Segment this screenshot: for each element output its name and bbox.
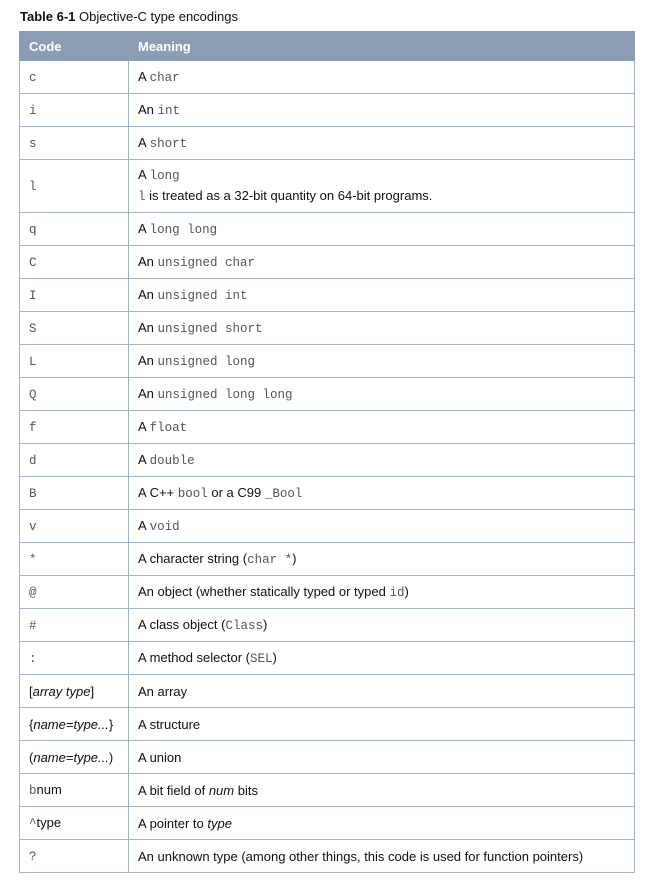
code-cell	[20, 576, 129, 609]
code-cell	[20, 279, 129, 312]
meaning-line	[138, 648, 634, 669]
code-literal: c	[29, 70, 37, 85]
type-encodings-table	[19, 31, 635, 873]
text-segment: An	[138, 253, 158, 269]
meaning-cell	[129, 708, 635, 741]
code-literal: v	[29, 519, 37, 534]
table-title: Objective-C type encodings	[79, 9, 238, 24]
text-segment: A structure	[138, 716, 201, 732]
table-row	[20, 708, 635, 741]
code-literal: int	[157, 103, 181, 118]
meaning-line	[138, 483, 634, 504]
text-segment: )	[108, 749, 114, 765]
code-cell	[20, 246, 129, 279]
text-segment: A	[138, 418, 150, 434]
table-row	[20, 94, 635, 127]
text-segment: A	[138, 68, 150, 84]
code-literal: *	[29, 552, 37, 567]
meaning-cell	[129, 160, 635, 213]
code-literal: _Bool	[264, 486, 303, 501]
table-row	[20, 246, 635, 279]
table-row	[20, 127, 635, 160]
table-row	[20, 807, 635, 840]
code-literal: Q	[29, 387, 37, 402]
text-segment: {	[29, 716, 34, 732]
text-segment: ]	[90, 683, 95, 699]
code-cell	[20, 807, 129, 840]
code-literal: @	[29, 585, 37, 600]
meaning-line	[138, 384, 634, 405]
code-literal: long long	[149, 222, 218, 237]
code-literal: B	[29, 486, 37, 501]
meaning-cell	[129, 127, 635, 160]
code-cell	[20, 61, 129, 94]
table-number: Table 6-1	[20, 9, 76, 24]
text-segment: A	[138, 220, 150, 236]
meaning-line	[138, 318, 634, 339]
text-segment: A character string (	[138, 550, 248, 566]
text-segment: An	[138, 101, 158, 117]
text-segment: (	[29, 749, 34, 765]
placeholder-term: name=type...	[33, 716, 109, 732]
code-cell	[20, 675, 129, 708]
meaning-line	[138, 847, 634, 866]
table-row	[20, 213, 635, 246]
code-literal: id	[389, 585, 405, 600]
meaning-line	[138, 781, 634, 800]
text-segment: )	[262, 616, 268, 632]
code-literal: S	[29, 321, 37, 336]
table-header-row	[20, 32, 635, 61]
table-row	[20, 741, 635, 774]
meaning-cell	[129, 378, 635, 411]
code-literal: L	[29, 354, 37, 369]
code-cell	[20, 741, 129, 774]
code-literal: C	[29, 255, 37, 270]
code-literal: ?	[29, 849, 37, 864]
code-cell	[20, 444, 129, 477]
meaning-cell	[129, 345, 635, 378]
code-cell	[20, 345, 129, 378]
table-row	[20, 576, 635, 609]
meaning-line	[138, 516, 634, 537]
table-row	[20, 444, 635, 477]
table-row	[20, 279, 635, 312]
placeholder-term: type...	[73, 749, 109, 765]
code-literal: #	[29, 618, 37, 633]
code-cell	[20, 708, 129, 741]
placeholder-term: array type	[32, 683, 91, 699]
text-segment: )	[404, 583, 409, 599]
code-cell	[20, 543, 129, 576]
text-segment: A bit field of	[138, 782, 209, 798]
code-cell	[20, 127, 129, 160]
code-literal: ^	[29, 816, 37, 831]
table-row	[20, 774, 635, 807]
code-literal: q	[29, 222, 37, 237]
text-segment: bits	[234, 782, 258, 798]
meaning-cell	[129, 94, 635, 127]
table-row	[20, 345, 635, 378]
column-header-code: Code	[20, 32, 129, 61]
meaning-cell	[129, 510, 635, 543]
code-literal: float	[149, 420, 188, 435]
code-literal: :	[29, 651, 37, 666]
code-literal: i	[29, 103, 37, 118]
code-literal: unsigned short	[157, 321, 263, 336]
meaning-line	[138, 715, 634, 734]
text-segment: A class object (	[138, 616, 226, 632]
text-segment: =	[65, 749, 74, 765]
column-header-meaning: Meaning	[129, 32, 635, 61]
text-segment: type	[36, 814, 62, 830]
code-literal: l	[138, 190, 146, 204]
table-row	[20, 840, 635, 873]
text-segment: An	[138, 352, 158, 368]
code-literal: Class	[225, 618, 263, 633]
meaning-line	[138, 417, 634, 438]
meaning-line	[138, 100, 634, 121]
code-cell	[20, 510, 129, 543]
text-segment: An	[138, 319, 158, 335]
code-literal: s	[29, 136, 37, 151]
text-segment: An object (whether statically typed or typed	[138, 583, 390, 599]
text-segment: A	[138, 167, 150, 182]
text-segment: A	[138, 451, 150, 467]
table-row	[20, 642, 635, 675]
text-segment: A pointer to	[138, 815, 208, 831]
code-cell	[20, 609, 129, 642]
text-segment: num	[36, 781, 62, 797]
text-segment: A C++	[138, 484, 178, 500]
table-row	[20, 378, 635, 411]
meaning-cell	[129, 675, 635, 708]
code-cell	[20, 642, 129, 675]
code-cell	[20, 160, 129, 213]
text-segment: An unknown type (among other things, this code is used for function pointers)	[138, 848, 584, 864]
code-literal: f	[29, 420, 37, 435]
placeholder-term: type	[207, 815, 232, 831]
table-row	[20, 477, 635, 510]
meaning-cell	[129, 246, 635, 279]
text-segment: }	[108, 716, 114, 732]
text-segment: )	[292, 550, 297, 566]
code-literal: short	[149, 136, 188, 151]
table-row	[20, 160, 635, 213]
meaning-line	[138, 67, 634, 88]
meaning-line	[138, 615, 634, 636]
meaning-cell	[129, 576, 635, 609]
table-caption	[20, 9, 238, 24]
text-segment: or a C99	[207, 484, 265, 500]
text-segment: An	[138, 385, 158, 401]
code-literal: unsigned int	[157, 288, 248, 303]
meaning-cell	[129, 411, 635, 444]
meaning-cell	[129, 444, 635, 477]
table-row	[20, 675, 635, 708]
meaning-line	[138, 582, 634, 603]
code-literal: double	[149, 453, 195, 468]
meaning-cell	[129, 312, 635, 345]
code-literal: SEL	[250, 651, 273, 666]
code-literal: char *	[247, 552, 293, 567]
table-row	[20, 312, 635, 345]
meaning-line	[138, 351, 634, 372]
code-literal: unsigned long long	[157, 387, 293, 402]
meaning-line	[138, 219, 634, 240]
code-cell	[20, 94, 129, 127]
text-segment: A	[138, 134, 150, 150]
code-literal: unsigned char	[157, 255, 256, 270]
meaning-line	[138, 748, 634, 767]
code-cell	[20, 312, 129, 345]
placeholder-term: name	[33, 749, 66, 765]
code-literal: l	[29, 179, 37, 194]
text-segment: An	[138, 286, 158, 302]
code-cell	[20, 411, 129, 444]
code-literal: long	[149, 169, 180, 183]
meaning-line	[138, 252, 634, 273]
code-cell	[20, 477, 129, 510]
code-cell	[20, 774, 129, 807]
meaning-cell	[129, 807, 635, 840]
text-segment: A method selector (	[138, 649, 250, 665]
text-segment: [	[29, 683, 33, 699]
meaning-note	[138, 186, 634, 207]
code-cell	[20, 378, 129, 411]
code-literal: b	[29, 783, 37, 798]
meaning-cell	[129, 61, 635, 94]
code-cell	[20, 213, 129, 246]
meaning-cell	[129, 609, 635, 642]
meaning-line	[138, 682, 634, 701]
code-literal: void	[149, 519, 180, 534]
table-row	[20, 609, 635, 642]
meaning-cell	[129, 642, 635, 675]
code-literal: I	[29, 288, 37, 303]
meaning-cell	[129, 279, 635, 312]
table-row	[20, 510, 635, 543]
code-literal: d	[29, 453, 37, 468]
code-cell	[20, 840, 129, 873]
meaning-cell	[129, 543, 635, 576]
meaning-line	[138, 285, 634, 306]
meaning-line	[138, 133, 634, 154]
table-row	[20, 61, 635, 94]
text-segment: is treated as a 32-bit quantity on 64-bit programs.	[145, 188, 433, 203]
text-segment: A union	[138, 749, 182, 765]
text-segment: A	[138, 517, 150, 533]
meaning-cell	[129, 741, 635, 774]
meaning-cell	[129, 213, 635, 246]
meaning-line	[138, 165, 634, 186]
placeholder-term: num	[208, 782, 235, 798]
meaning-cell	[129, 774, 635, 807]
text-segment: )	[272, 649, 277, 665]
meaning-cell	[129, 840, 635, 873]
meaning-line	[138, 450, 634, 471]
meaning-cell	[129, 477, 635, 510]
meaning-line	[138, 549, 634, 570]
code-literal: char	[149, 70, 180, 85]
text-segment: An array	[138, 683, 188, 699]
meaning-line	[138, 814, 634, 833]
table-body	[20, 61, 635, 873]
code-literal: unsigned long	[157, 354, 256, 369]
code-literal: bool	[177, 486, 208, 501]
table-row	[20, 543, 635, 576]
table-row	[20, 411, 635, 444]
